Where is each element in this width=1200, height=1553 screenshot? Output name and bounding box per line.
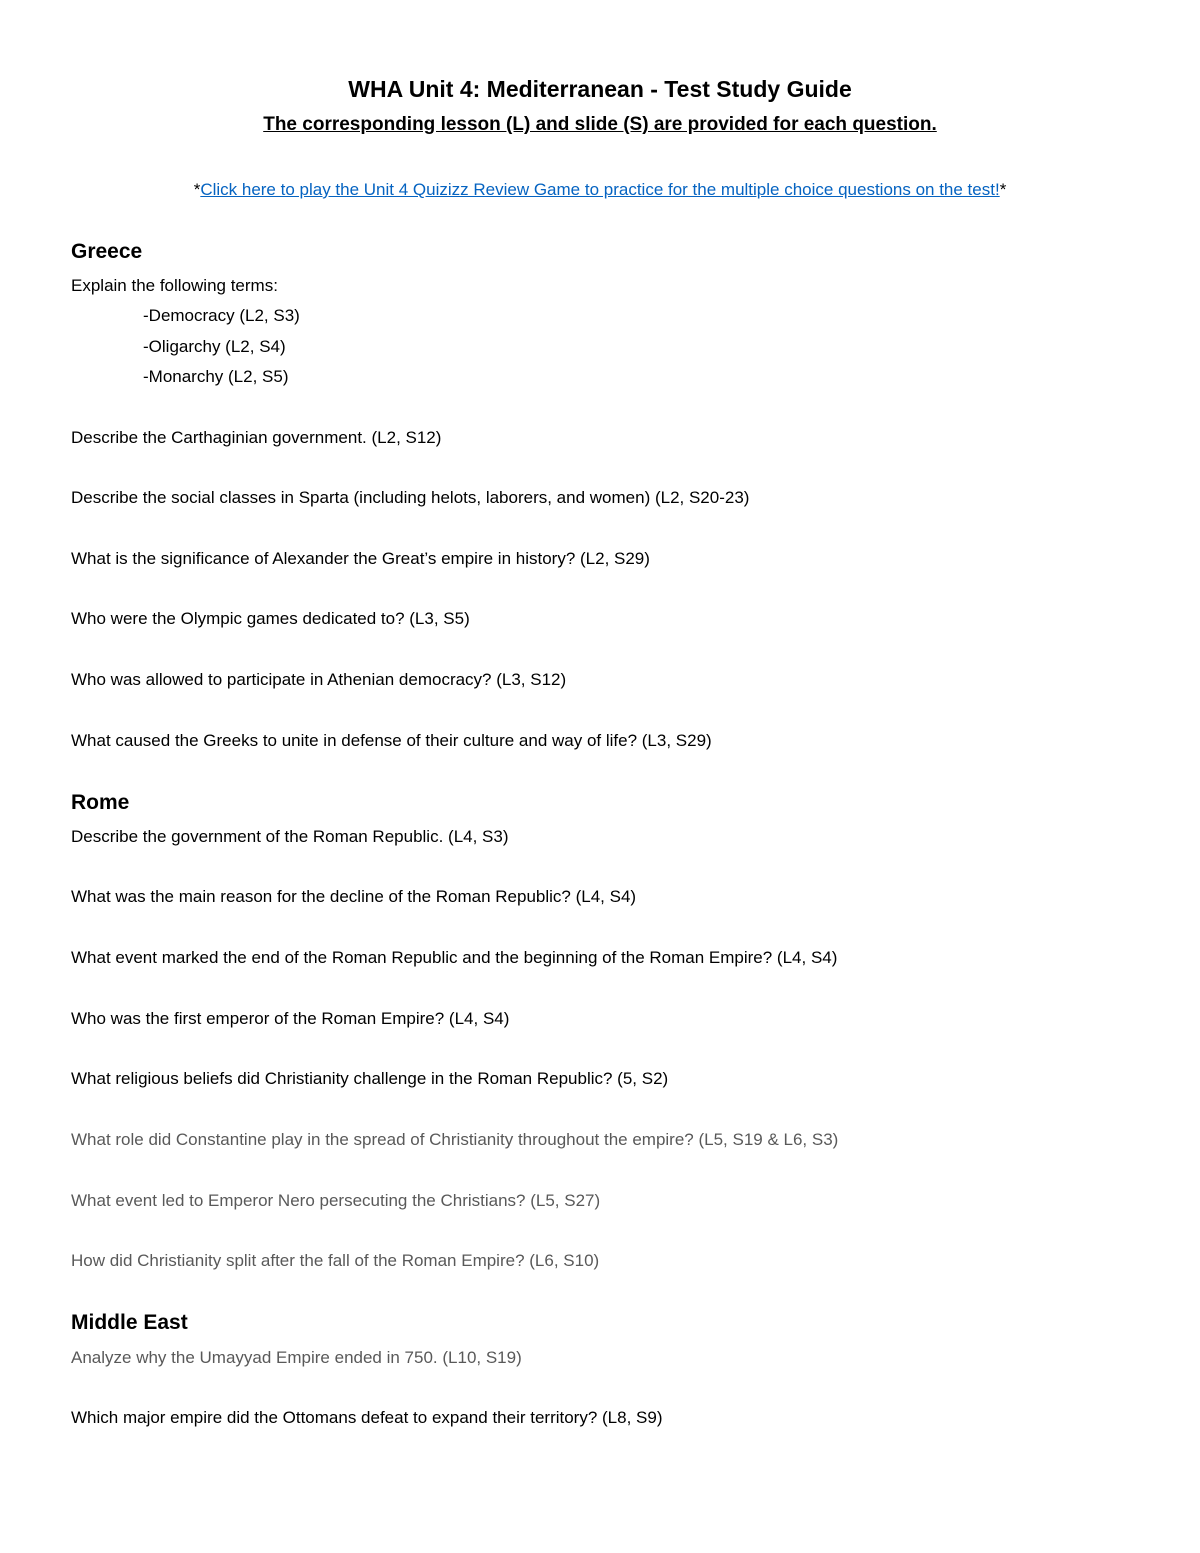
quizizz-review-link[interactable]: Click here to play the Unit 4 Quizizz Review Game to practice for the multiple choice questions on the test! [200, 180, 1000, 199]
term-item: -Oligarchy (L2, S4) [143, 337, 286, 356]
term-item: -Monarchy (L2, S5) [143, 367, 289, 386]
question-item: How did Christianity split after the fall of the Roman Empire? (L6, S10) [71, 1251, 600, 1270]
link-suffix: * [999, 180, 1007, 199]
term-item: -Democracy (L2, S3) [143, 306, 300, 325]
question-item: What was the main reason for the decline of the Roman Republic? (L4, S4) [71, 887, 637, 906]
question-item: Describe the social classes in Sparta (including helots, laborers, and women) (L2, S20-23) [71, 488, 750, 507]
question-item: What religious beliefs did Christianity challenge in the Roman Republic? (5, S2) [71, 1069, 669, 1088]
question-item: What event led to Emperor Nero persecuting the Christians? (L5, S27) [71, 1191, 601, 1210]
section-heading-greece: Greece [71, 240, 143, 263]
question-item: Describe the government of the Roman Republic. (L4, S3) [71, 827, 509, 846]
section-heading-middle-east: Middle East [71, 1311, 188, 1334]
page-title: WHA Unit 4: Mediterranean - Test Study Guide [348, 76, 852, 102]
question-item: What caused the Greeks to unite in defense of their culture and way of life? (L3, S29) [71, 731, 712, 750]
question-item: What event marked the end of the Roman Republic and the beginning of the Roman Empire? (L4, S4) [71, 948, 838, 967]
question-item: Analyze why the Umayyad Empire ended in 750. (L10, S19) [71, 1348, 522, 1367]
link-prefix: * [193, 180, 201, 199]
question-item: Describe the Carthaginian government. (L2, S12) [71, 428, 442, 447]
question-item: Who was allowed to participate in Athenian democracy? (L3, S12) [71, 670, 567, 689]
question-item: What role did Constantine play in the spread of Christianity throughout the empire? (L5, S19 & L6, S3) [71, 1130, 839, 1149]
question-item: Which major empire did the Ottomans defeat to expand their territory? (L8, S9) [71, 1408, 663, 1427]
question-item: Who were the Olympic games dedicated to? (L3, S5) [71, 609, 470, 628]
question-item: What is the significance of Alexander the Great’s empire in history? (L2, S29) [71, 549, 650, 568]
greece-intro: Explain the following terms: [71, 276, 278, 295]
question-item: Who was the first emperor of the Roman Empire? (L4, S4) [71, 1009, 510, 1028]
page-subtitle: The corresponding lesson (L) and slide (S) are provided for each question. [263, 114, 937, 135]
section-heading-rome: Rome [71, 791, 130, 814]
quizizz-link-line [0, 177, 1200, 203]
